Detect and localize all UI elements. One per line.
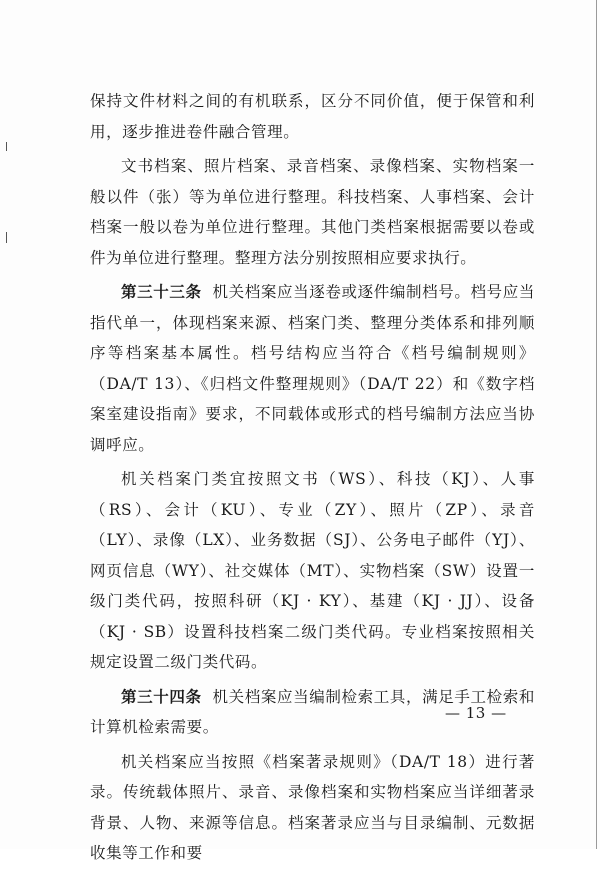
- paragraph-continuation: [90, 86, 535, 147]
- paragraph-text: 机关档案应当按照《档案著录规则》（DA/T 18）进行著录。传统载体照片、录音、录像档案和实物档案应当详细著录背景、人物、来源等信息。档案著录应当与目录编制、元数据收集等工作和要: [90, 752, 535, 862]
- paragraph: [90, 747, 535, 869]
- paragraph: [90, 151, 535, 273]
- scan-edge-line: [596, 0, 597, 849]
- margin-mark: [6, 232, 7, 243]
- paragraph-text: 机关档案门类宜按照文书（WS）、科技（KJ）、人事（RS）、会计（KU）、专业（ZY）、照片（ZP）、录音（LY）、录像（LX）、业务数据（SJ）、公务电子邮件（YJ）、网页信息（WY）、社交媒体（MT）、实物档案（SW）设置一级门类代码，按照科研（KJ · KY）、基建（KJ · JJ）、设备（KJ · SB）设置科技档案二级门类代码。专业档案按照相关规定设置二级门类代码。: [90, 470, 535, 671]
- margin-mark: [6, 142, 7, 151]
- article-33: [90, 277, 535, 460]
- paragraph-text: 保持文件材料之间的有机联系，区分不同价值，便于保管和利用，逐步推进卷件融合管理。: [90, 92, 535, 141]
- body-text: [90, 86, 535, 873]
- paragraph: [90, 464, 535, 678]
- paragraph-text: 机关档案应当编制检索工具，满足手工检索和计算机检索需要。: [90, 687, 535, 736]
- page-number: — 13 —: [445, 704, 507, 722]
- article-number: 第三十三条: [121, 283, 202, 301]
- paragraph-text: 文书档案、照片档案、录音档案、录像档案、实物档案一般以件（张）等为单位进行整理。科技档案、人事档案、会计档案一般以卷为单位进行整理。其他门类档案根据需要以卷或件为单位进行整理。整理方法分别按照相应要求执行。: [90, 157, 535, 267]
- article-number: 第三十四条: [121, 687, 202, 706]
- paragraph-text: 机关档案应当逐卷或逐件编制档号。档号应当指代单一，体现档案来源、档案门类、整理分类体系和排列顺序等档案基本属性。档号结构应当符合《档号编制规则》（DA/T 13）、《归档文件整理规则》（DA/T 22）和《数字档案室建设指南》要求，不同载体或形式的档号编制方法应当协调呼应。: [90, 283, 535, 454]
